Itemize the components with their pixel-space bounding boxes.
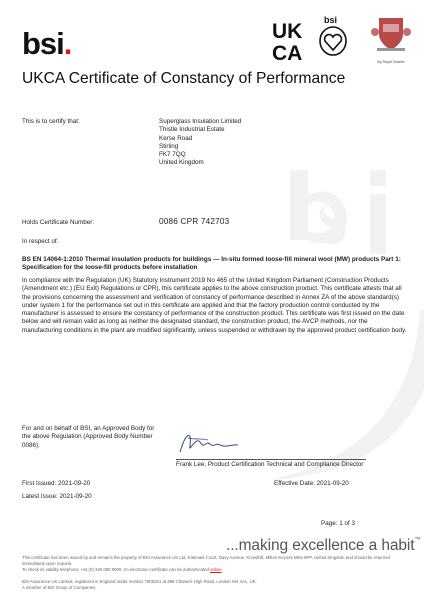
- respect-label: In respect of:: [22, 238, 59, 245]
- latest-issue: Latest Issue: 2021-09-20: [22, 493, 92, 500]
- signature-line: [176, 459, 366, 460]
- heart-label: bsi: [324, 15, 338, 25]
- certify-label: This is to certify that:: [22, 118, 80, 125]
- address-line: Superglass Insulation Limited: [159, 118, 242, 125]
- address-line: Kerse Road: [159, 134, 193, 142]
- holds-certificate-label: Holds Certificate Number:: [22, 219, 95, 226]
- footer-member: A member of BSI Group of Companies.: [22, 585, 97, 590]
- footer-registration: BSI Assurance UK Limited, registered in England under number 7805321 at 389 Chiswick High Road, London W4 4AL, UK.: [22, 579, 257, 584]
- tagline: ...making excellence a habit™: [226, 537, 421, 554]
- standard-title: BS EN 14064-1:2010 Thermal insulation products for buildings — In-situ formed loose-fill mineral wool (MW) products Part 1: Specification for the loose-fill products before installation: [22, 256, 401, 272]
- ukca-top-text: UK: [272, 20, 303, 43]
- signatory-name: Frank Lee, Product Certification Technical and Compliance Director: [176, 461, 364, 468]
- ukca-bottom-text: CA: [272, 42, 303, 62]
- first-issued: First Issued: 2021-09-20: [22, 480, 91, 487]
- compliance-text: In compliance with the Regulation (UK) Statutory Instrument 2019 No 465 of the United Kingdom Parliament (Construction Products (Amendment etc.) (EU Exit) Regulations or CPR), this certificate applies to the above construction product. This certificate attests that all the provisions concerning the assessment and verification of constancy of performance described in Annex ZA of the above standard(s) under system 1 for the performance set out in this certificate are applied and that the factory production control conducted by the manufacturer is assessed to ensure the constancy of performance of the construction product. This certificate was first issued on the date below and will remain valid as long as neither the designated standard, the construction product, the AVCP methods, nor the manufacturing conditions in the plant are modified significantly, unless suspended or withdrawn by the approved product certification body.: [22, 277, 407, 334]
- royal-charter-crest: [368, 14, 414, 64]
- page-title: UKCA Certificate of Constancy of Performance: [22, 70, 346, 87]
- footer-property-text: This certificate has been issued by and remains the property of BSI Assurance UK Ltd, Kitemark Court, Davy Avenue, Knowlhill, Milton Keynes MK5 8PP, United Kingdom and should be returned immediately upon request.: [22, 555, 390, 566]
- online-link[interactable]: online: [210, 567, 222, 572]
- on-behalf-text: For and on behalf of BSI, an Approved Body for the above Regulation (Approved Body Number 0086):: [22, 425, 155, 449]
- effective-date: Effective Date: 2021-09-20: [274, 480, 349, 487]
- footer-validity: To check its validity telephone +44 (0) 345 080 9000. An electronic certificate can be authenticated online.: [22, 567, 223, 572]
- address-line: United Kingdom: [159, 159, 204, 167]
- page-number: Page: 1 of 3: [321, 520, 355, 527]
- address-line: FK7 7QQ: [159, 151, 186, 159]
- signature: [176, 428, 248, 458]
- certificate-number: 0086 CPR 742703: [159, 217, 230, 226]
- address-line: Thistle Industrial Estate: [159, 126, 225, 134]
- royal-charter-text: By Royal Charter: [377, 60, 405, 64]
- bsi-logo: bsi.: [22, 26, 72, 61]
- crest-icon: [371, 14, 411, 54]
- holder-address: [159, 118, 241, 168]
- address-line: Stirling: [159, 142, 179, 150]
- bsi-kitemark-icon: [318, 14, 348, 58]
